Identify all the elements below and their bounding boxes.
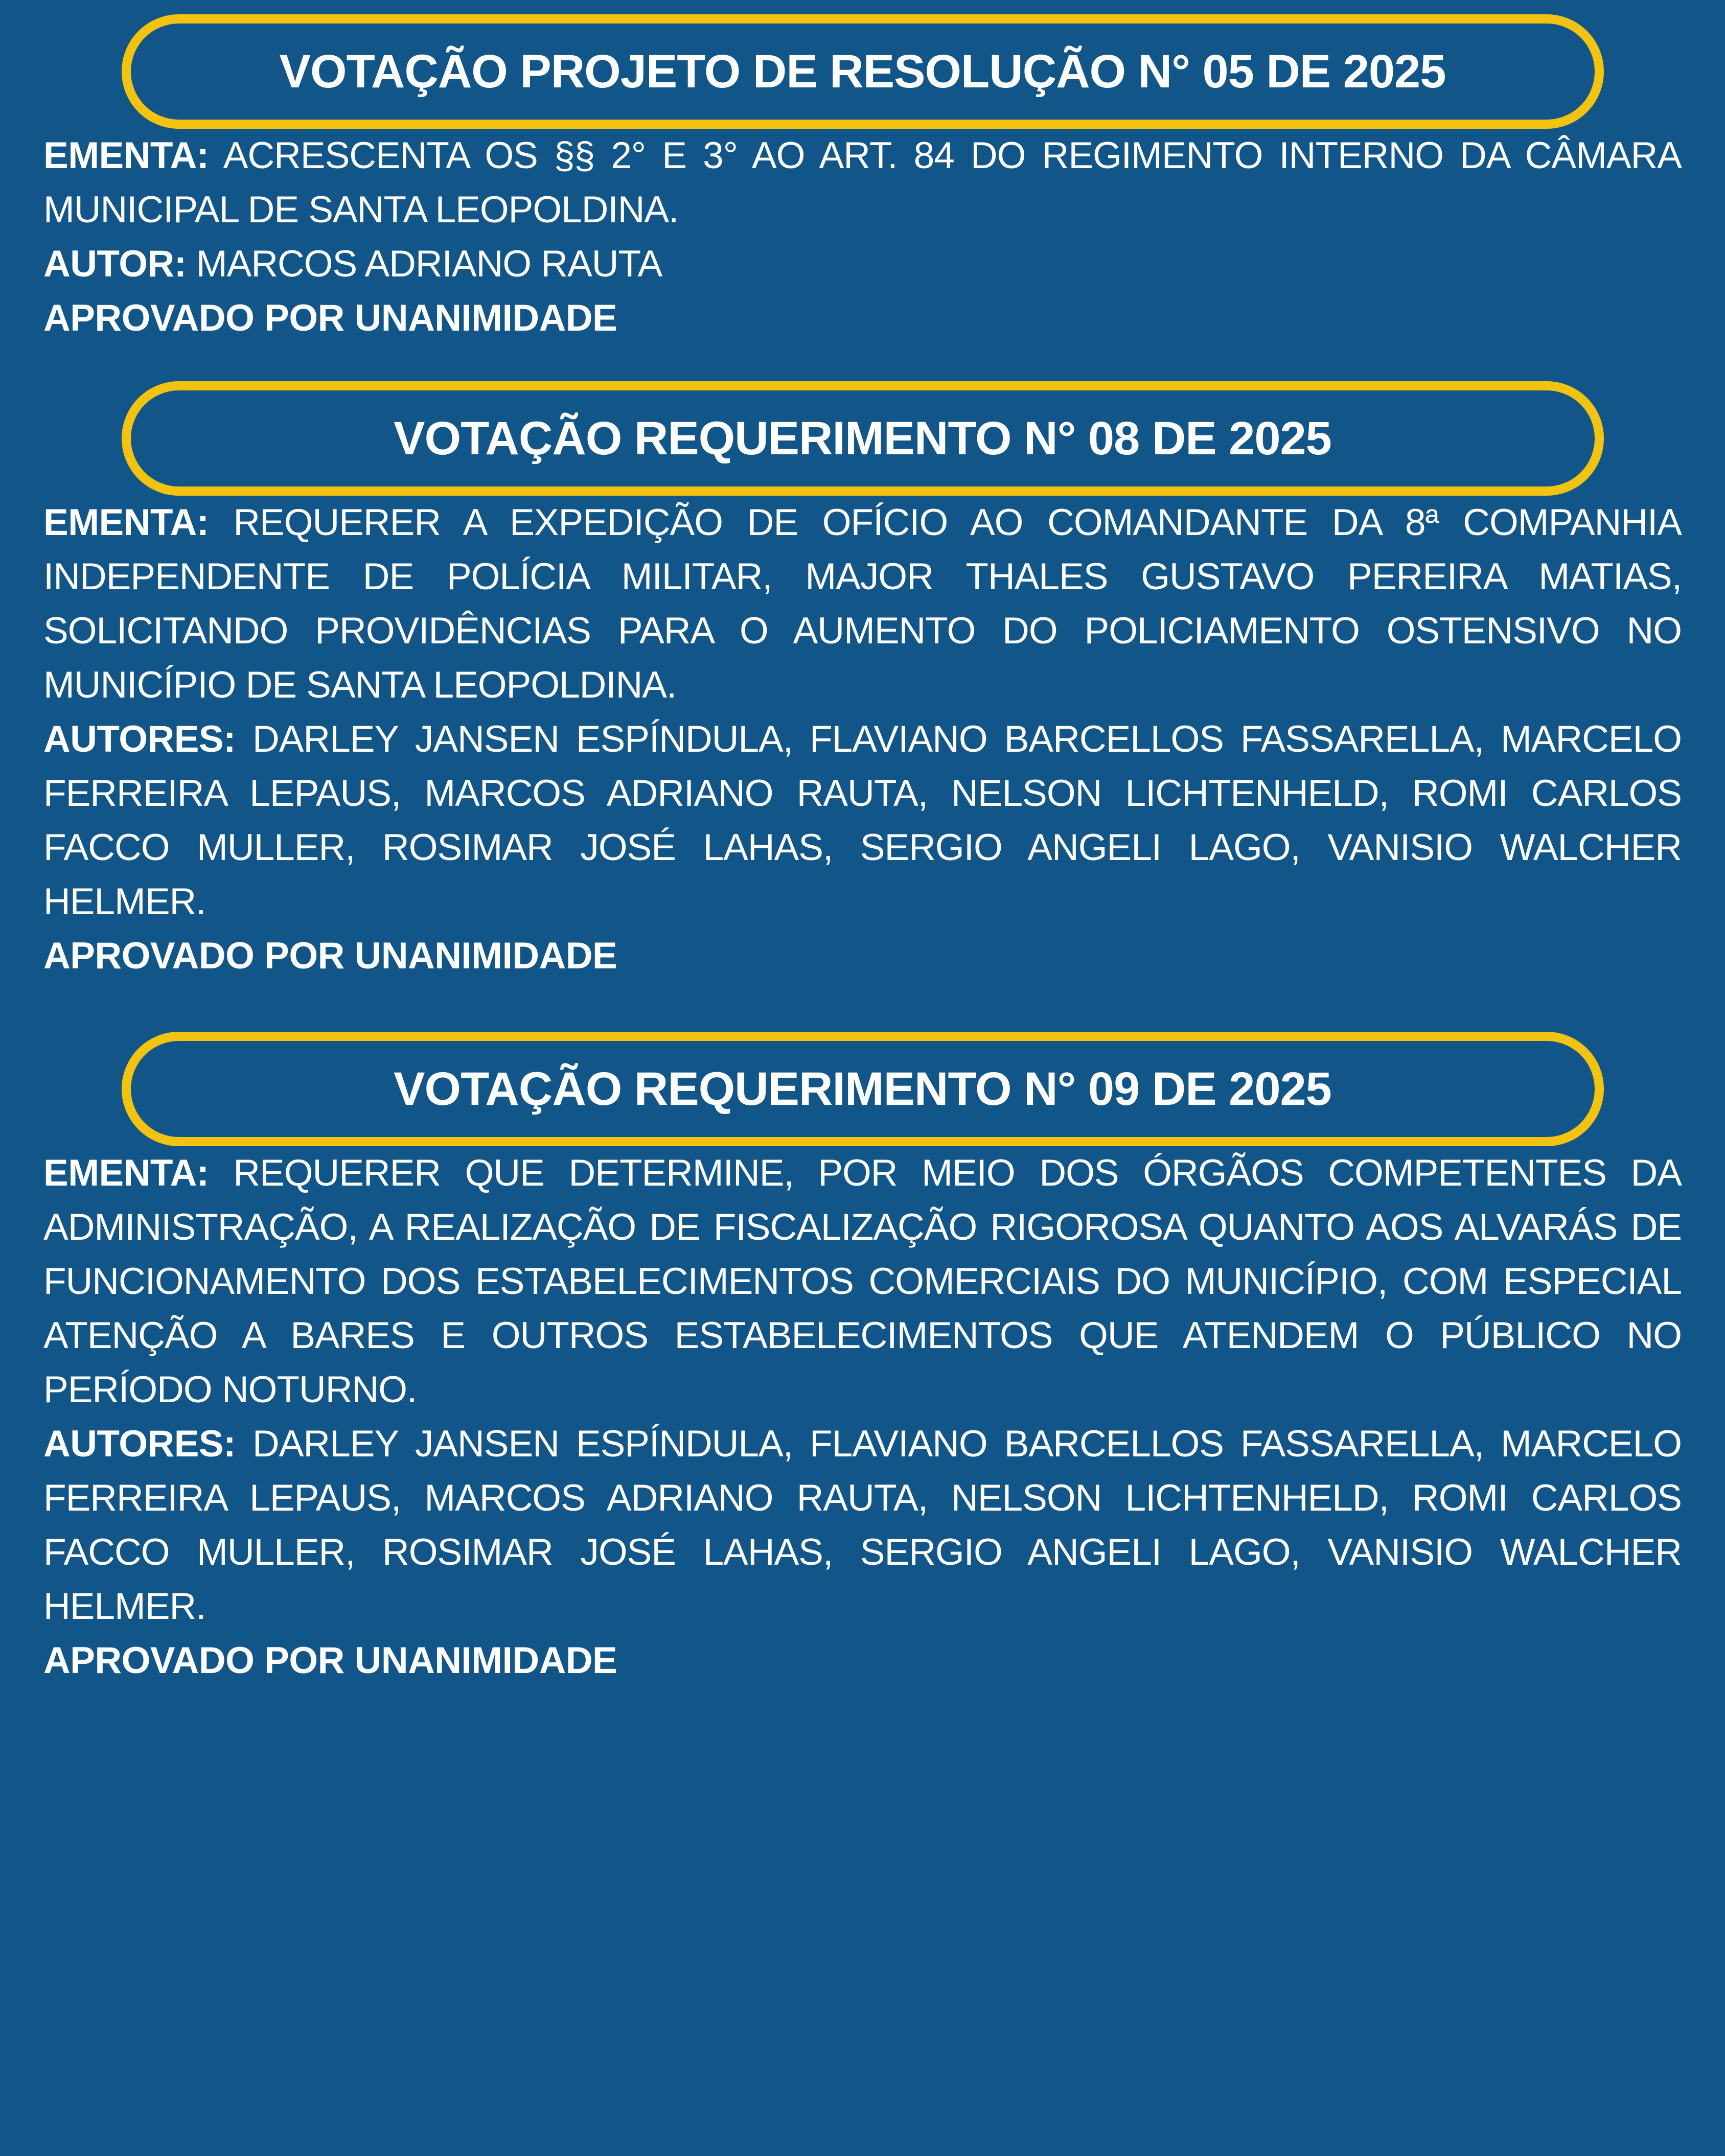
autores-text: DARLEY JANSEN ESPÍNDULA, FLAVIANO BARCELLOS FASSARELLA, MARCELO FERREIRA LEPAUS, MARCOS ADRIANO RAUTA, NELSON LICHTENHELD, ROMI CARLOS FACCO MULLER, ROSIMAR JOSÉ LAHAS, SERGIO ANGELI LAGO, VANISIO WALCHER HELMER. bbox=[43, 718, 1682, 922]
autores-paragraph bbox=[43, 712, 1682, 929]
ementa-text: REQUERER A EXPEDIÇÃO DE OFÍCIO AO COMANDANTE DA 8ª COMPANHIA INDEPENDENTE DE POLÍCIA MILITAR, MAJOR THALES GUSTAVO PEREIRA MATIAS, SOLICITANDO PROVIDÊNCIAS PARA O AUMENTO DO POLICIAMENTO OSTENSIVO NO MUNICÍPIO DE SANTA LEOPOLDINA. bbox=[43, 502, 1682, 706]
autores-paragraph bbox=[43, 237, 1682, 291]
ementa-paragraph bbox=[43, 496, 1682, 712]
ementa-paragraph bbox=[43, 1146, 1682, 1417]
ementa-label: EMENTA: bbox=[43, 135, 209, 176]
ementa-label: EMENTA: bbox=[43, 1152, 209, 1194]
vote-section-resolucao-05 bbox=[43, 14, 1682, 345]
ementa-text: REQUERER QUE DETERMINE, POR MEIO DOS ÓRGÃOS COMPETENTES DA ADMINISTRAÇÃO, A REALIZAÇÃO DE FISCALIZAÇÃO RIGOROSA QUANTO AOS ALVARÁS DE FUNCIONAMENTO DOS ESTABELECIMENTOS COMERCIAIS DO MUNICÍPIO, COM ESPECIAL ATENÇÃO A BARES E OUTROS ESTABELECIMENTOS QUE ATENDEM O PÚBLICO NO PERÍODO NOTURNO. bbox=[43, 1152, 1682, 1410]
autores-label: AUTORES: bbox=[43, 1423, 236, 1465]
resultado-text: APROVADO POR UNANIMIDADE bbox=[43, 935, 617, 977]
section-header-pill bbox=[122, 14, 1604, 129]
section-header-pill bbox=[122, 381, 1604, 496]
ementa-paragraph bbox=[43, 129, 1682, 237]
resultado-text: APROVADO POR UNANIMIDADE bbox=[43, 297, 617, 339]
vote-section-requerimento-09 bbox=[43, 1032, 1682, 1688]
autores-text: MARCOS ADRIANO RAUTA bbox=[196, 243, 662, 285]
autores-paragraph bbox=[43, 1417, 1682, 1634]
autores-label: AUTORES: bbox=[43, 718, 236, 760]
resultado-text: APROVADO POR UNANIMIDADE bbox=[43, 1640, 617, 1681]
ementa-text: ACRESCENTA OS §§ 2° E 3° AO ART. 84 DO REGIMENTO INTERNO DA CÂMARA MUNICIPAL DE SANTA LEOPOLDINA. bbox=[43, 135, 1682, 230]
section-header-pill bbox=[122, 1032, 1604, 1146]
vote-section-requerimento-08 bbox=[43, 381, 1682, 983]
autores-text: DARLEY JANSEN ESPÍNDULA, FLAVIANO BARCELLOS FASSARELLA, MARCELO FERREIRA LEPAUS, MARCOS ADRIANO RAUTA, NELSON LICHTENHELD, ROMI CARLOS FACCO MULLER, ROSIMAR JOSÉ LAHAS, SERGIO ANGELI LAGO, VANISIO WALCHER HELMER. bbox=[43, 1423, 1682, 1627]
section-header-title: VOTAÇÃO PROJETO DE RESOLUÇÃO N° 05 DE 2025 bbox=[279, 45, 1446, 98]
ementa-label: EMENTA: bbox=[43, 502, 209, 543]
section-header-title: VOTAÇÃO REQUERIMENTO N° 08 DE 2025 bbox=[394, 412, 1331, 465]
autores-label: AUTOR: bbox=[43, 243, 187, 285]
section-header-title: VOTAÇÃO REQUERIMENTO N° 09 DE 2025 bbox=[394, 1062, 1331, 1115]
